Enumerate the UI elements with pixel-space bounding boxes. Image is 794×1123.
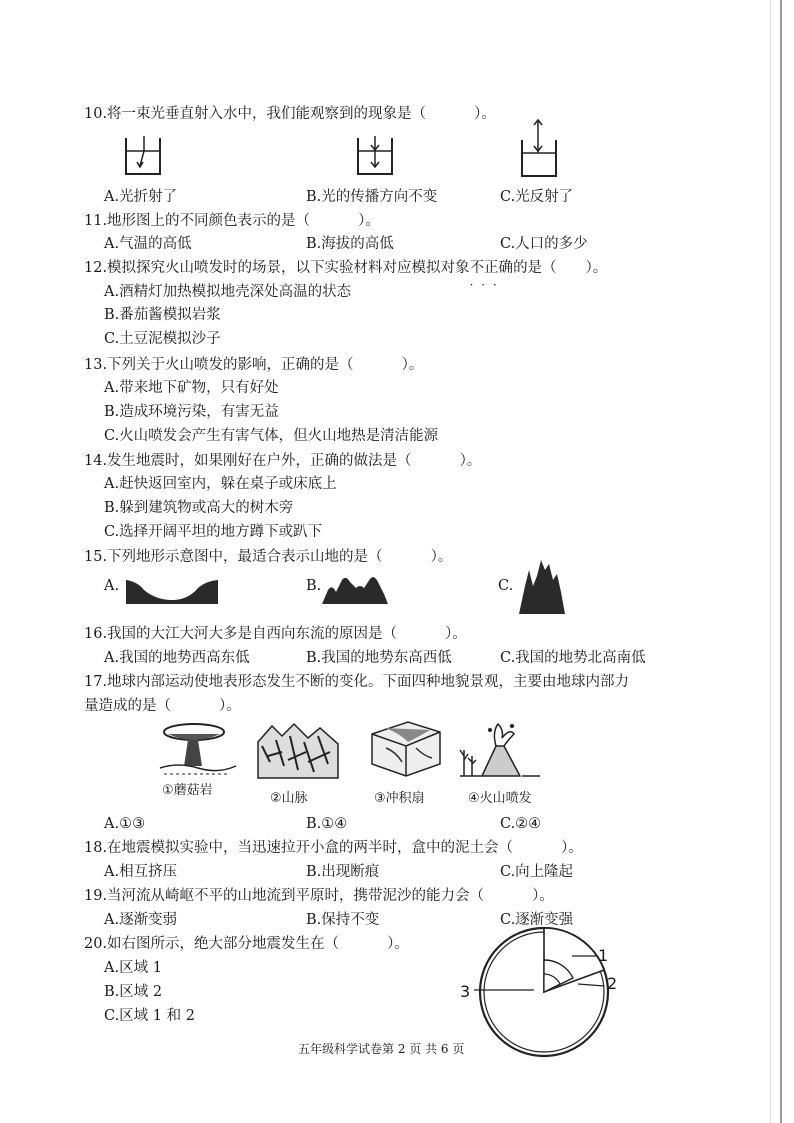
beaker-straight-icon (354, 134, 398, 178)
q16-option-a: A.我国的地势西高东低 (104, 650, 250, 666)
page-footer: 五年级科学试卷第 2 页 共 6 页 (298, 1042, 465, 1056)
q12-option-b: B.番茄酱模拟岩浆 (104, 307, 221, 323)
mountain-range-picture (258, 722, 338, 778)
q12-option-c: C.土豆泥模拟沙子 (104, 331, 221, 347)
q17-option-c: C.②④ (500, 816, 542, 832)
q19-option-a: A.逐渐变弱 (104, 912, 178, 928)
caption-volcano: ④火山喷发 (468, 791, 532, 806)
question-16: 16.我国的大江大河大多是自西向东流的原因是（ ）。 (84, 626, 467, 642)
earth-label-1: 1 (598, 946, 609, 965)
q13-option-a: A.带来地下矿物，只有好处 (104, 380, 279, 396)
question-11: 11.地形图上的不同颜色表示的是（ ）。 (84, 213, 380, 229)
question-14: 14.发生地震时，如果刚好在户外，正确的做法是（ ）。 (84, 453, 482, 469)
q14-option-a: A.赶快返回室内，躲在桌子或床底上 (104, 476, 337, 492)
alluvial-fan-picture (368, 718, 444, 780)
q11-option-c: C.人口的多少 (500, 236, 588, 252)
q14-option-c: C.选择开阔平坦的地方蹲下或趴下 (104, 524, 323, 540)
caption-mushroom-rock: ①蘑菇岩 (162, 783, 213, 798)
q17-option-b: B.①④ (306, 816, 348, 832)
q18-option-a: A.相互挤压 (104, 864, 178, 880)
beaker-reflection-icon (518, 118, 562, 180)
mountain-terrain-icon (519, 556, 565, 614)
question-13: 13.下列关于火山喷发的影响，正确的是（ ）。 (84, 357, 424, 373)
question-20: 20.如右图所示，绝大部分地震发生在（ ）。 (84, 936, 409, 952)
q19-option-c: C.逐渐变强 (500, 912, 574, 928)
question-17-cont: 量造成的是（ ）。 (84, 698, 241, 714)
hills-terrain-icon (322, 574, 388, 604)
q11-option-a: A.气温的高低 (104, 236, 192, 252)
page-edge (780, 0, 782, 1123)
q13-option-b: B.造成环境污染，有害无益 (104, 404, 279, 420)
q15-option-c: C. (498, 578, 514, 594)
emphasis-text: 不正确 · · · (470, 260, 514, 276)
q18-option-b: B.出现断痕 (306, 864, 380, 880)
beaker-refraction-icon (122, 134, 166, 178)
q20-option-c: C.区域 1 和 2 (104, 1008, 195, 1024)
question-12: 12.模拟探究火山喷发时的场景，以下实验材料对应模拟对象不正确 · · ·的是（ ）。 (84, 258, 607, 278)
q15-option-a: A. (104, 578, 120, 594)
q10-option-a: A.光折射了 (104, 189, 178, 205)
q19-option-b: B.保持不变 (306, 912, 380, 928)
q10-option-c: C.光反射了 (500, 189, 574, 205)
q14-option-b: B.躲到建筑物或高大的树木旁 (104, 500, 294, 516)
question-18: 18.在地震模拟实验中，当迅速拉开小盒的两半时，盒中的泥土会（ ）。 (84, 840, 583, 856)
q13-option-c: C.火山喷发会产生有害气体，但火山地热是清洁能源 (104, 428, 439, 444)
question-17: 17.地球内部运动使地表形态发生不断的变化。下面四种地貌景观，主要由地球内部力 (84, 674, 630, 690)
question-15: 15.下列地形示意图中，最适合表示山地的是（ ）。 (84, 549, 453, 565)
q16-option-c: C.我国的地势北高南低 (500, 650, 646, 666)
page-edge-shadow (770, 0, 771, 1123)
caption-alluvial-fan: ③冲积扇 (374, 791, 425, 806)
caption-mountain-range: ②山脉 (270, 791, 308, 806)
q18-option-c: C.向上隆起 (500, 864, 574, 880)
earth-label-3: 3 (460, 982, 471, 1001)
earth-label-2: 2 (607, 974, 618, 993)
volcano-eruption-picture (460, 720, 540, 778)
q16-option-b: B.我国的地势东高西低 (306, 650, 452, 666)
q12-option-a: A.酒精灯加热模拟地壳深处高温的状态 (104, 284, 352, 300)
mushroom-rock-picture (158, 722, 238, 778)
q15-option-b: B. (306, 578, 322, 594)
q20-option-b: B.区域 2 (104, 984, 163, 1000)
q20-option-a: A.区域 1 (104, 960, 162, 976)
q10-option-b: B.光的传播方向不变 (306, 189, 438, 205)
q17-option-a: A.①③ (104, 816, 146, 832)
q11-option-b: B.海拔的高低 (306, 236, 394, 252)
basin-terrain-icon (126, 578, 218, 604)
question-19: 19.当河流从崎岖不平的山地流到平原时，携带泥沙的能力会（ ）。 (84, 888, 554, 904)
question-10: 10.将一束光垂直射入水中，我们能观察到的现象是（ ）。 (84, 106, 496, 122)
